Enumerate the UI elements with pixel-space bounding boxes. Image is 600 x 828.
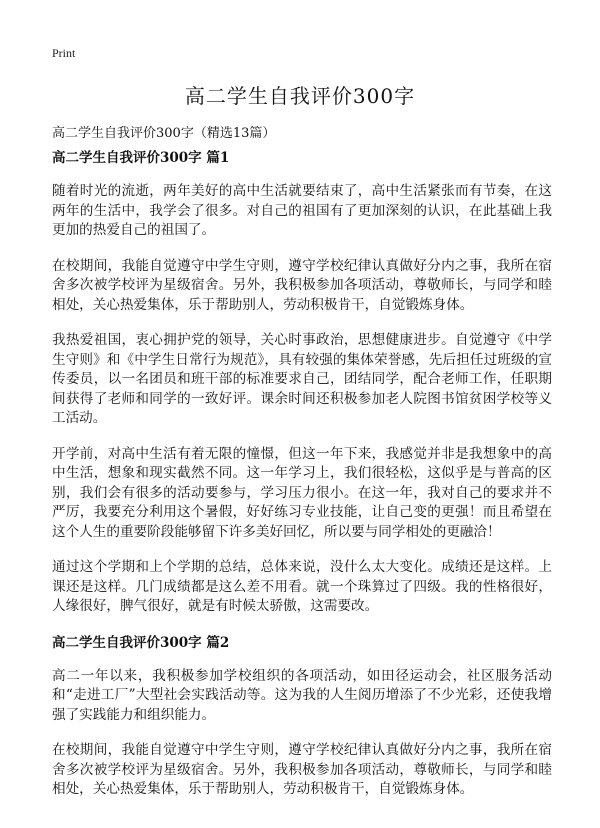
- page-title: 高二学生自我评价300字: [184, 84, 416, 108]
- section-heading-2: 高二学生自我评价300字 篇2: [52, 634, 230, 651]
- section-heading-1: 高二学生自我评价300字 篇1: [52, 150, 230, 166]
- paragraph: 在校期间，我能自觉遵守中学生守则，遵守学校纪律认真做好分内之事，我所在宿舍多次被学校评为星级宿舍。另外，我积极参加各项活动，尊敬师长，与同学和睦相处，关心热爱集体，乐于帮助别人，劳动积极肯干，自觉锻炼身体。: [52, 257, 552, 313]
- print-link[interactable]: Print: [52, 46, 76, 60]
- paragraph: 我热爱祖国，衷心拥护党的领导，关心时事政治，思想健康进步。自觉遵守《中学生守则》和《中学生日常行为规范》，具有较强的集体荣誉感，先后担任过班级的宣传委员，以一名团员和班干部的标准要求自己，团结同学，配合老师工作，任职期间获得了老师和同学的一致好评。课余时间还积极参加老人院图书馆贫困学校等义工活动。: [52, 332, 552, 426]
- paragraph: 开学前，对高中生活有着无限的憧憬，但这一年下来，我感觉并非是我想象中的高中生活，想象和现实截然不同。这一年学习上，我们很轻松，这似乎是与普高的区别，我们会有很多的活动要参与，学习压力很小。在这一年，我对自己的要求并不严厉，我要充分利用这个暑假，好好练习专业技能，让自己变的更强！而且希望在这个人生的重要阶段能够留下许多美好回忆，所以要与同学相处的更融洽！: [52, 445, 552, 540]
- paragraph: 在校期间，我能自觉遵守中学生守则，遵守学校纪律认真做好分内之事，我所在宿舍多次被学校评为星级宿舍。另外，我积极参加各项活动，尊敬师长，与同学和睦相处，关心热爱集体，乐于帮助别人，劳动积极肯干，自觉锻炼身体。: [52, 742, 552, 797]
- paragraph: 随着时光的流逝，两年美好的高中生活就要结束了，高中生活紧张而有节奏，在这两年的生活中，我学会了很多。对自己的祖国有了更加深刻的认识，在此基础上我更加的热爱自己的祖国了。: [52, 183, 552, 238]
- paragraph: 通过这个学期和上个学期的总结，总体来说，没什么太大变化。成绩还是这样。上课还是这样。几门成绩都是这么差不用看。就一个珠算过了四级。我的性格很好，人缘很好，脾气很好，就是有时候太骄傲，这需要改。: [52, 559, 552, 614]
- paragraph: 高二一年以来，我积极参加学校组织的各项活动，如田径运动会，社区服务活动和“走进工厂”大型社会实践活动等。这为我的人生阅历增添了不少光彩，还使我增强了实践能力和组织能力。: [52, 667, 552, 723]
- document-body: [52, 148, 552, 816]
- document-subtitle: 高二学生自我评价300字（精选13篇）: [52, 126, 276, 141]
